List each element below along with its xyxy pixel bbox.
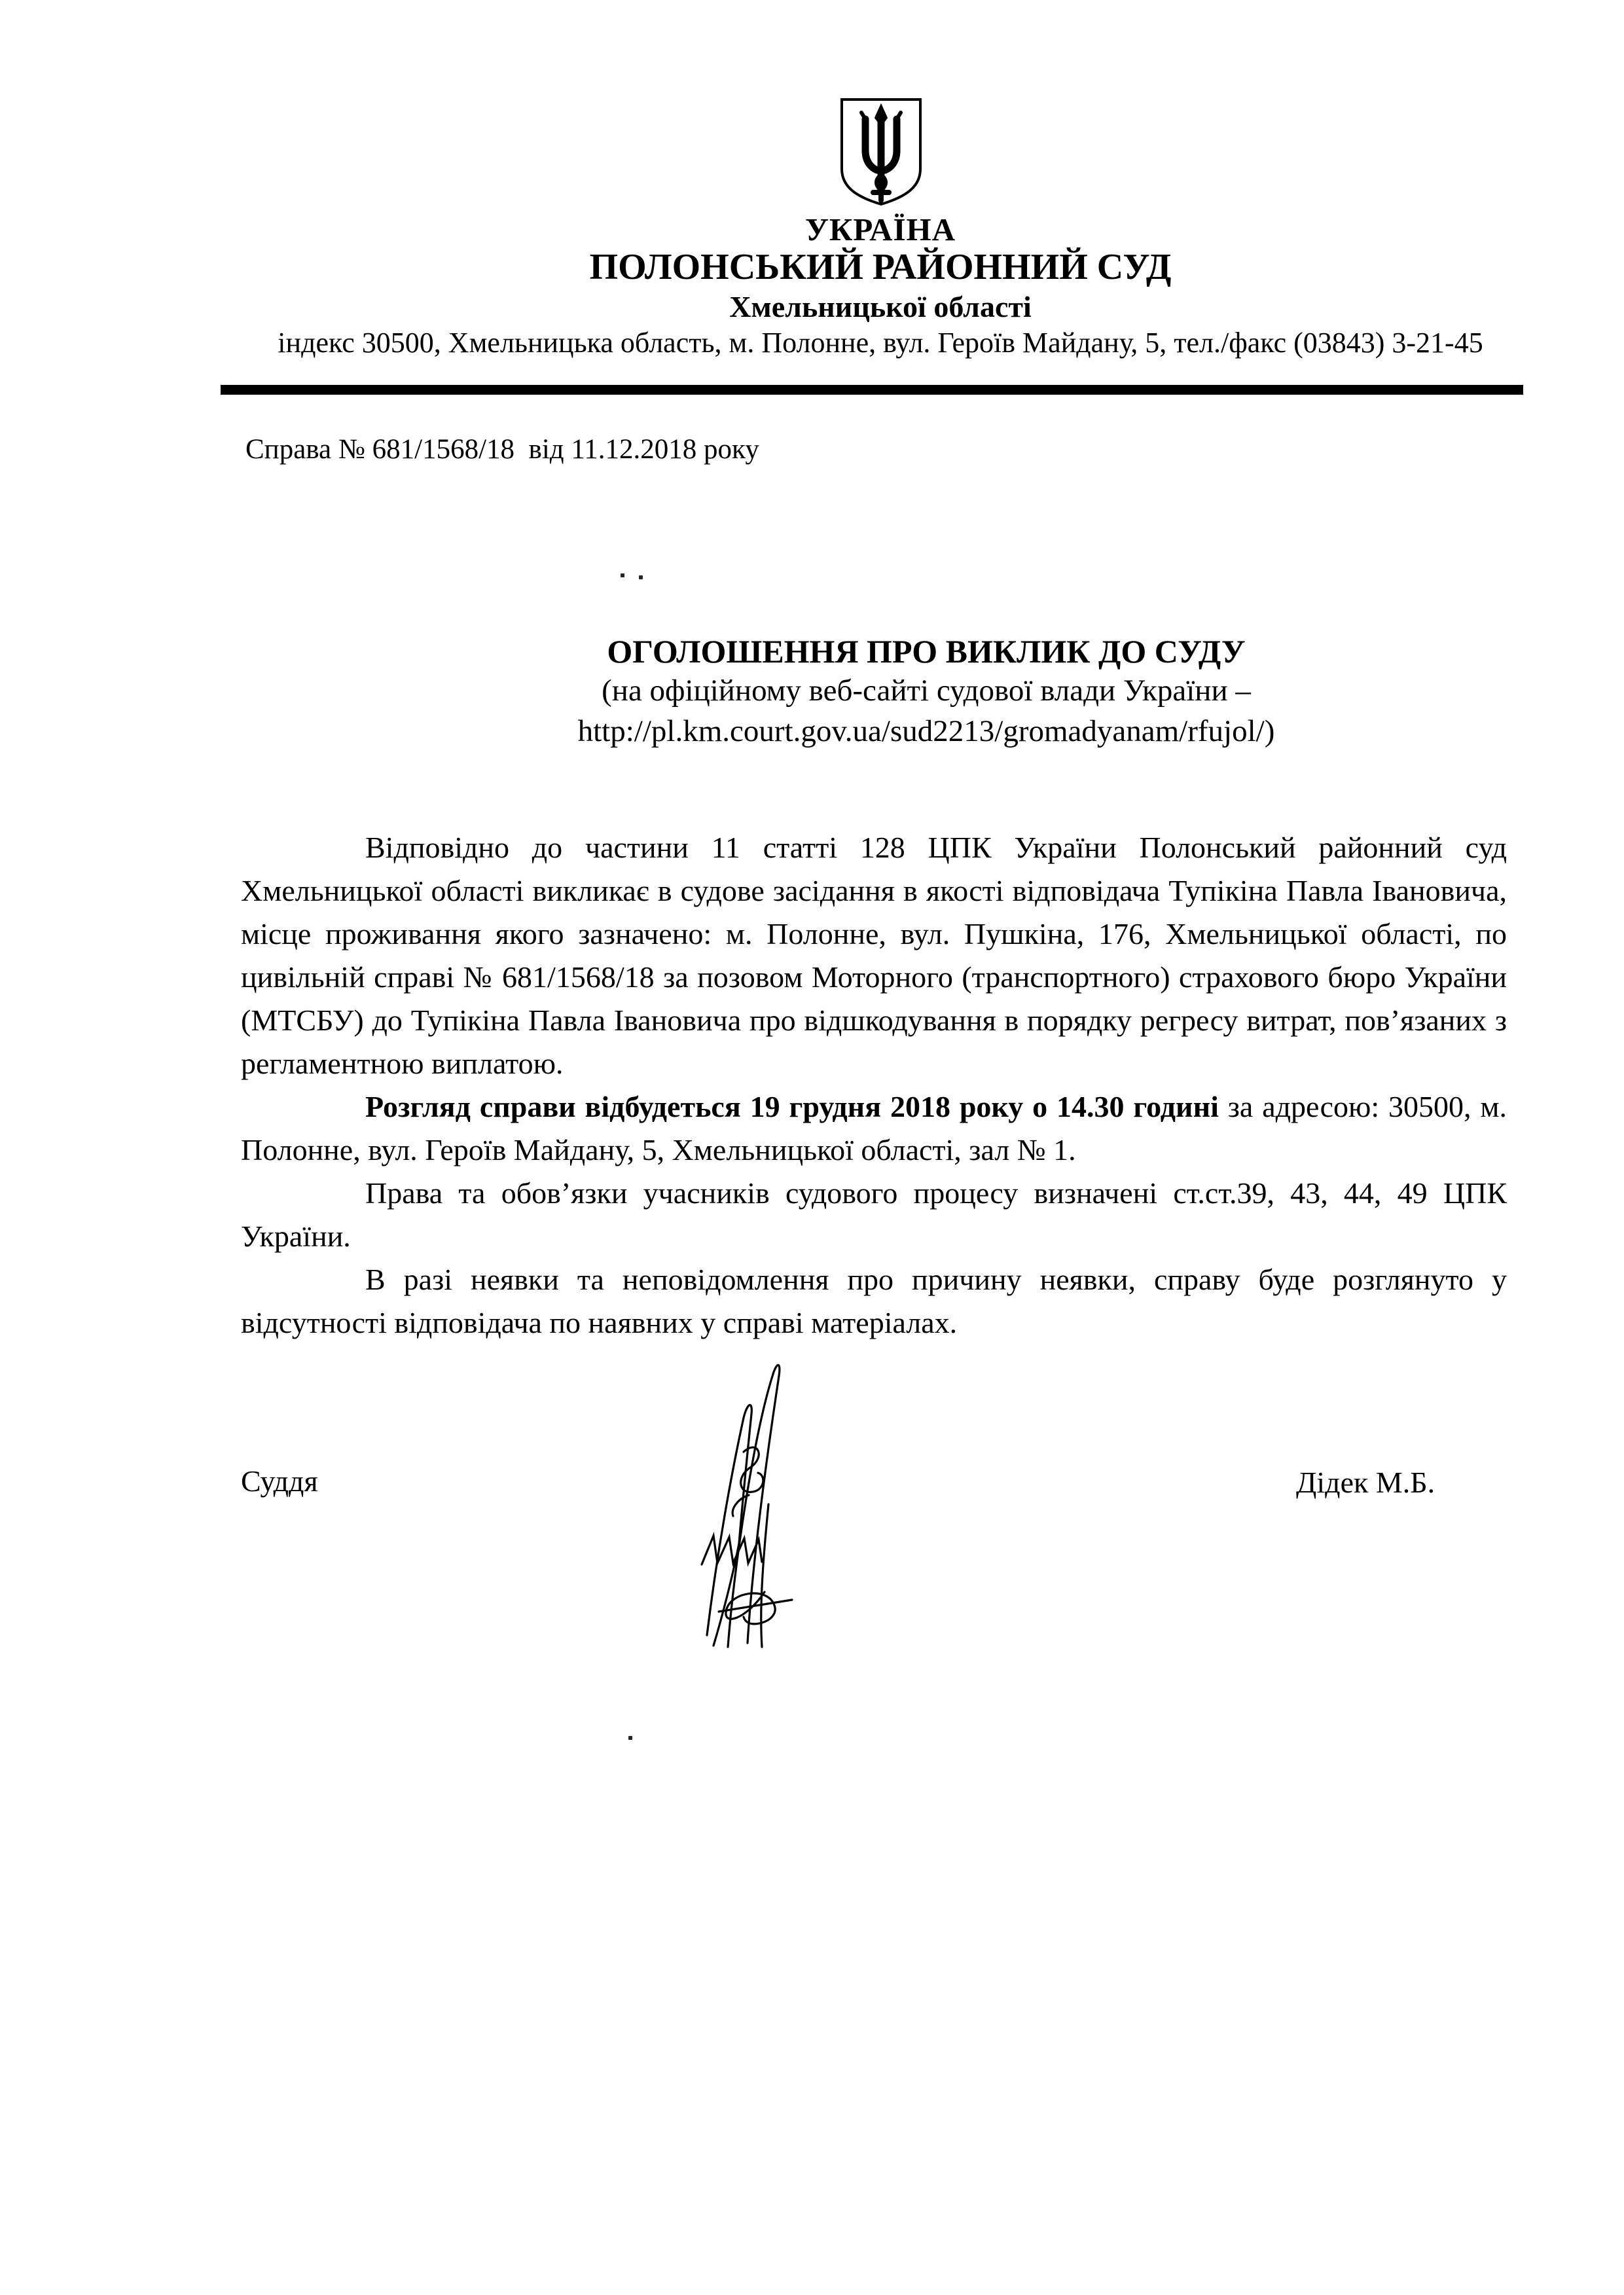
country-name: УКРАЇНА [804, 211, 956, 247]
body-paragraph-summons: Відповідно до частини 11 статті 128 ЦПК України Полонський районний суд Хмельницької області викликає в судове засідання в якості відповідача Тупікіна Павла Івановича, місце проживання якого зазначено: м. Полонне, вул. Пушкіна, 176, Хмельницької області, по цивільній справі № 681/1568/18 за позовом Моторного (транспортного) страхового бюро України (МТСБУ) до Тупікіна Павла Івановича про відшкодування в порядку регресу витрат, пов’язаних з регламентною виплатою. [241, 831, 1507, 1080]
hearing-date-bold-text: Розгляд справи відбудеться 19 грудня 2018 року о 14.30 годині [365, 1090, 1219, 1123]
judge-title-label: Суддя [241, 1464, 318, 1498]
document-subtitle-line1: (на офіційному веб-сайті судової влади України – [602, 674, 1251, 708]
hearing-address-text: за адресою: 30500, м. Полонне, вул. Героїв Майдану, 5, Хмельницької області, зал № 1. [241, 1090, 1507, 1166]
header-divider-rule [221, 385, 1523, 395]
court-address: індекс 30500, Хмельницька область, м. Полонне, вул. Героїв Майдану, 5, тел./факс (03843) 3-21-45 [278, 327, 1483, 359]
scan-artifact-dot [628, 1736, 632, 1740]
case-reference-line: Справа № 681/1568/18 від 11.12.2018 року [245, 434, 759, 465]
ukraine-trident-coat-of-arms-icon [838, 96, 924, 208]
court-region: Хмельницької області [729, 290, 1032, 323]
document-subtitle-url: http://pl.km.court.gov.ua/sud2213/gromadyanam/rfujol/) [577, 714, 1275, 748]
body-paragraph-absence: В разі неявки та неповідомлення про причину неявки, справу буде розглянуто у відсутності відповідача по наявних у справі матеріалах. [241, 1263, 1507, 1339]
handwritten-judge-signature-icon [609, 1347, 897, 1648]
body-paragraph-hearing [241, 1085, 1507, 1172]
body-paragraph-rights: Права та обов’язки учасників судового процесу визначені ст.ст.39, 43, 44, 49 ЦПК України. [241, 1176, 1507, 1253]
document-title: ОГОЛОШЕННЯ ПРО ВИКЛИК ДО СУДУ [607, 633, 1246, 670]
scan-artifact-dot [621, 573, 624, 577]
court-name: ПОЛОНСЬКИЙ РАЙОННИЙ СУД [589, 247, 1172, 287]
scan-artifact-dot [639, 575, 643, 579]
document-body [241, 826, 1507, 1345]
judge-name: Дідек М.Б. [1296, 1466, 1435, 1499]
